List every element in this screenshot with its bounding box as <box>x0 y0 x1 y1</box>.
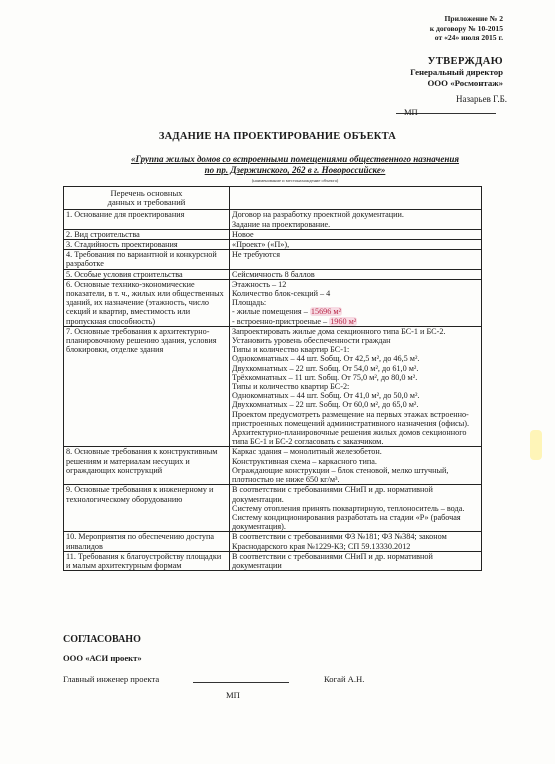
row-label: 9. Основные требования к инженерному и технологическому оборудованию <box>64 485 230 532</box>
value-line: Этажность – 12 <box>232 279 287 289</box>
agreed-stamp-place: МП <box>226 690 240 700</box>
value-line: Ограждающие конструкции – блок стеновой, мелко штучный, плотностью не ниже 650 кг/м³. <box>232 465 449 485</box>
value-line: Площадь: <box>232 298 267 308</box>
value-line: Договор на разработку проектной документации. <box>232 210 404 220</box>
row-value: «Проект» («П»), <box>230 240 482 250</box>
value-line: Однокомнатных – 44 шт. Sобщ. От 42,5 м², до 46,5 м². <box>232 354 420 364</box>
row-value <box>230 279 482 326</box>
value-line: В соответствии с требованиями СНиП и др. нормативной документации. <box>232 485 433 504</box>
living-area-label: - жилые помещения – <box>232 307 310 317</box>
value-line: Архитектурно-планировочные решения жилых домов секционного типа БС-1 и БС-2 согласовать с заказчиком. <box>232 428 467 447</box>
value-line: Двухкомнатных – 22 шт. Sобщ. От 54,0 м², до 61,0 м². <box>232 363 419 373</box>
value-line: Однокомнатных – 44 шт. Sобщ. От 41,0 м², до 50,0 м². <box>232 391 420 401</box>
value-line: Типы и количество квартир БС-2: <box>232 382 350 392</box>
approval-block <box>410 56 503 89</box>
appendix-header <box>430 14 503 43</box>
contract-date: от «24» июля 2015 г. <box>434 33 503 42</box>
built-area-value: 1960 м² <box>330 316 357 326</box>
row-label: 8. Основные требования к конструктивным решениям и материалам несущих и ограждающих конструкций <box>64 447 230 485</box>
row-label: 7. Основные требования к архитектурно-планировочному решению здания, условия блокировки, отделке здания <box>64 326 230 447</box>
table-header-row <box>64 187 482 210</box>
column-header <box>64 187 230 210</box>
value-line: Установить уровень обеспеченности граждан <box>232 336 391 346</box>
table-row <box>64 279 482 326</box>
table-row <box>64 229 482 239</box>
row-value <box>230 326 482 447</box>
value-line: Типы и количество квартир БС-1: <box>232 345 350 355</box>
column-header-line: данных и требований <box>107 197 186 208</box>
engineer-position: Главный инженер проекта <box>63 674 160 684</box>
agreed-company: ООО «АСИ проект» <box>63 653 142 663</box>
value-line: Запроектировать жилые дома секционного типа БС-1 и БС-2. <box>232 326 446 336</box>
object-name-line2: по пр. Дзержинского, 262 в г. Новороссийске» <box>204 165 386 175</box>
agreed-title: СОГЛАСОВАНО <box>63 634 141 645</box>
table-row <box>64 532 482 551</box>
living-area-line <box>232 307 479 316</box>
director-name: Назарьев Г.Б. <box>456 94 507 104</box>
value-line: Двухкомнатных – 22 шт. Sобщ. От 60,0 м², до 65,0 м². <box>232 400 419 410</box>
document-title: ЗАДАНИЕ НА ПРОЕКТИРОВАНИЕ ОБЪЕКТА <box>158 131 397 142</box>
object-name-line1: «Группа жилых домов со встроенными помещениями общественного назначения <box>130 154 460 164</box>
row-value: Не требуются <box>230 250 482 269</box>
value-line: Трёхкомнатных – 11 шт. Sобщ. От 75,0 м², до 80,0 м². <box>232 372 418 382</box>
engineer-name: Когай А.Н. <box>324 674 365 684</box>
row-value <box>230 447 482 485</box>
table-row <box>64 210 482 229</box>
value-line: Проектом предусмотреть размещение на первых этажах встроенно-пристроенных помещений административного назначения (офисы). <box>232 409 469 428</box>
built-area-line <box>232 317 479 326</box>
built-area-label: - встроенно-пристроеные – <box>232 316 330 326</box>
row-value <box>230 210 482 229</box>
living-area-value: 15696 м² <box>310 307 342 317</box>
value-line: Конструктивная схема – каркасного типа. <box>232 456 377 466</box>
value-line: Задание на проектирование. <box>232 219 331 229</box>
highlighter-mark <box>530 430 542 460</box>
row-label: 4. Требования по вариантной и конкурсной разработке <box>64 250 230 269</box>
row-label: 2. Вид строительства <box>64 229 230 239</box>
table-row <box>64 250 482 269</box>
table-row <box>64 485 482 532</box>
row-value: Сейсмичность 8 баллов <box>230 269 482 279</box>
row-label: 5. Особые условия строительства <box>64 269 230 279</box>
row-label: 1. Основание для проектирования <box>64 210 230 229</box>
approval-title: УТВЕРЖДАЮ <box>427 56 503 67</box>
object-name <box>110 154 480 176</box>
table-row <box>64 269 482 279</box>
engineer-signature-line <box>193 682 289 683</box>
value-line: Каркас здания – монолитный железобетон. <box>232 447 382 457</box>
table-row <box>64 447 482 485</box>
row-value: В соответствии с требованиями ФЗ №181; ФЗ №384; законом Краснодарского края №1229-КЗ; СП 59.13330.2012 <box>230 532 482 551</box>
column-header-line: Перечень основных <box>110 188 183 198</box>
table-row <box>64 240 482 250</box>
table-row <box>64 326 482 447</box>
approval-company: ООО «Росмонтаж» <box>427 78 503 88</box>
row-label: 6. Основные технико-экономические показатели, в т. ч., жилых или общественных зданий, их назначение (этажность, число секций и квартир, вместимость или пропускная способность) <box>64 279 230 326</box>
approval-stamp-place: МП <box>404 107 418 117</box>
appendix-number: Приложение № 2 <box>444 14 503 23</box>
column-header-empty <box>230 187 482 210</box>
value-line: Систему кондиционирования разработать на стадии «Р» (рабочая документация). <box>232 512 461 532</box>
row-value: В соответствии с требованиями СНиП и др. нормативной документации <box>230 551 482 570</box>
contract-number: к договору № 10-2015 <box>429 23 503 33</box>
row-value <box>230 485 482 532</box>
value-line: Систему отопления принять поквартирную, теплоноситель – вода. <box>232 503 465 513</box>
value-line: Количество блок-секций – 4 <box>232 289 331 299</box>
object-caption: (наименование и местонахождение объекта) <box>251 178 339 183</box>
row-value: Новое <box>230 229 482 239</box>
row-label: 10. Мероприятия по обеспечению доступа инвалидов <box>64 532 230 551</box>
table-row <box>64 551 482 570</box>
requirements-table <box>63 186 482 571</box>
approval-position: Генеральный директор <box>410 67 503 77</box>
row-label: 3. Стадийность проектирования <box>64 240 230 250</box>
row-label: 11. Требования к благоустройству площадки и малым архитектурным формам <box>64 551 230 570</box>
